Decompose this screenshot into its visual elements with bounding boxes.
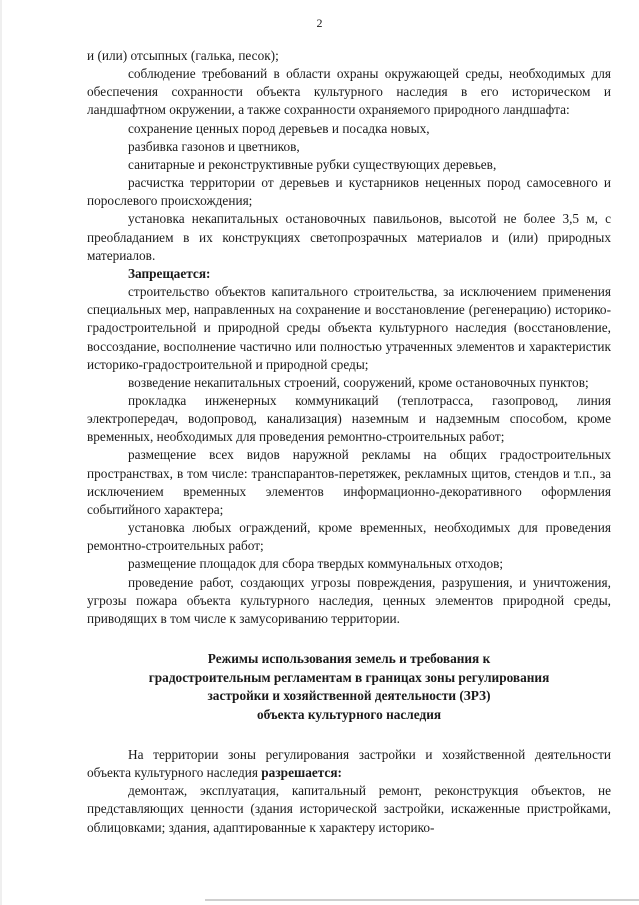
- page-number: 2: [316, 16, 323, 30]
- scan-edge-shadow: [0, 0, 2, 905]
- prohibited-label: Запрещается:: [128, 265, 211, 281]
- heading-line: застройки и хозяйственной деятельности (ЗРЗ): [207, 688, 491, 703]
- list-item: установка некапитальных остановочных павильонов, высотой не более 3,5 м, с преобладанием в их конструкциях светопрозрачных материалов и (или) природных материалов.: [87, 211, 611, 263]
- list-item: размещение площадок для сбора твердых коммунальных отходов;: [128, 556, 504, 572]
- list-item: строительство объектов капитального строительства, за исключением применения специальных мер, направленных на сохранение и восстановление (регенерацию) историко-градостроительной и природной среды объекта культурного наследия (восстановление, воссоздание, восполнение частично или полностью утраченных элементов и характеристик историко-градостроительной и природной среды;: [87, 284, 611, 372]
- allowed-label: разрешается:: [261, 765, 342, 781]
- list-item: возведение некапитальных строений, сооружений, кроме остановочных пунктов;: [128, 374, 589, 390]
- scan-bottom-edge: [205, 899, 639, 901]
- document-body: [87, 47, 611, 837]
- list-item: прокладка инженерных коммуникаций (теплотрасса, газопровод, линия электропередач, водопровод, канализация) наземным и надземным способом, кроме временных, необходимых для проведения ремонтно-строительных работ;: [87, 392, 611, 445]
- list-item: размещение всех видов наружной рекламы на общих градостроительных пространствах, в том числе: транспарантов-перетяжек, рекламных щитов, стендов и т.п., за исключением временных элементов информационно-декоративного оформления событийного характера;: [87, 447, 611, 517]
- zrz-intro-text: На территории зоны регулирования застройки и хозяйственной деятельности объекта культурного наследия: [87, 747, 611, 781]
- zrz-intro-paragraph: [87, 746, 611, 782]
- list-item: расчистка территории от деревьев и кустарников неценных пород самосевного и порослевого происхождения;: [87, 175, 611, 209]
- list-item: разбивка газонов и цветников,: [128, 138, 300, 154]
- list-item: установка любых ограждений, кроме временных, необходимых для проведения ремонтно-строительных работ;: [87, 520, 611, 554]
- list-item: санитарные и реконструктивные рубки существующих деревьев,: [128, 156, 497, 172]
- paragraph: соблюдение требований в области охраны окружающей среды, необходимых для обеспечения сохранности объекта культурного наследия в его историческом и ландшафтном окружении, а также сохранности охраняемого природного ландшафта:: [87, 66, 611, 118]
- heading-line: градостроительным регламентам в границах зоны регулирования: [148, 669, 550, 685]
- section-heading: [87, 650, 611, 724]
- list-item: проведение работ, создающих угрозы повреждения, разрушения, и уничтожения, угрозы пожара объекта культурного наследия, ценных элементов природной среды, приводящих в том числе к замусориванию территории.: [87, 574, 611, 626]
- paragraph: и (или) отсыпных (галька, песок);: [87, 48, 279, 63]
- heading-line: Режимы использования земель и требования к: [207, 651, 491, 666]
- heading-line: объекта культурного наследия: [256, 706, 442, 722]
- list-item: демонтаж, эксплуатация, капитальный ремонт, реконструкция объектов, не представляющих ценности (здания исторической застройки, искаженные пристройками, облицовками; здания, адаптированные к характеру историко-: [87, 783, 611, 835]
- list-item: сохранение ценных пород деревьев и посадка новых,: [128, 120, 430, 136]
